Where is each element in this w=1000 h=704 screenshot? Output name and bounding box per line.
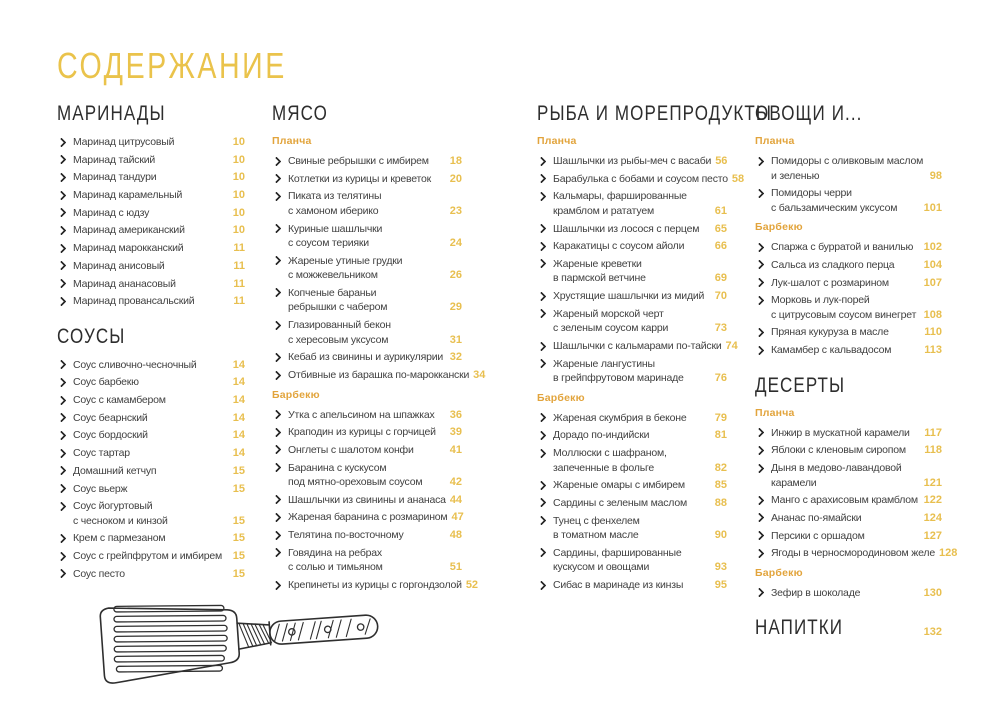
toc-item-title: Тунец с фенхелем в томатном масле: [553, 514, 640, 542]
toc-item: [755, 154, 942, 183]
toc-item-title: Шашлычки из лосося с перцем: [553, 222, 700, 235]
toc-item: [57, 135, 245, 150]
section-heading: СОУСЫ: [57, 323, 126, 348]
toc-item-page-number: 104: [923, 258, 942, 271]
toc-item-title: Соус беарнский: [73, 411, 148, 424]
toc-item-title: Соус вьерж: [73, 482, 128, 495]
toc-item: [272, 318, 462, 347]
toc-item: [755, 426, 942, 441]
toc-item-page-number: 113: [924, 344, 942, 357]
subsection-label: Планча: [537, 135, 577, 147]
toc-item: [537, 339, 738, 354]
toc-item-title: Персики с оршадом: [771, 529, 865, 542]
toc-item-page-number: 10: [232, 189, 245, 202]
toc-item-page-number: 73: [714, 322, 727, 335]
toc-item-title: Шашлычки из свинины и ананаса: [288, 493, 446, 506]
toc-item: [57, 375, 245, 390]
toc-item-title: Сардины с зеленым маслом: [553, 496, 688, 509]
toc-item: [57, 411, 245, 426]
toc-item-title: Маринад цитрусовый: [73, 136, 175, 148]
toc-item-page-number: 14: [232, 411, 245, 424]
toc-item: [57, 241, 245, 256]
toc-item-page-number: 69: [714, 272, 727, 285]
subsection-label: Барбекю: [272, 388, 320, 401]
toc-item-title: Соус барбекю: [73, 376, 139, 389]
toc-item-title: Свиные ребрышки с имбирем: [288, 155, 429, 167]
toc-item-page-number: 70: [714, 290, 727, 303]
toc-item-page-number: 51: [449, 561, 462, 574]
toc-item-page-number: 32: [449, 351, 462, 364]
toc-item-title: Телятина по-восточному: [288, 529, 404, 542]
toc-item-page-number: 90: [714, 529, 727, 542]
toc-item: [755, 186, 942, 215]
toc-item-title: Лук-шалот с розмарином: [771, 276, 889, 289]
toc-item: [272, 189, 462, 218]
toc-item-title: Дыня в медово-лавандовой карамели: [771, 462, 902, 489]
toc-item-title: Котлетки из курицы и креветок: [288, 172, 432, 185]
spatula-blade: [100, 598, 241, 684]
toc-item-page-number: 18: [449, 155, 462, 167]
toc-column-3: [537, 101, 773, 596]
spatula-handle: [269, 614, 378, 644]
toc-item-page-number: 79: [714, 411, 727, 424]
subsection-label: Планча: [755, 135, 795, 147]
toc-item-title: Помидоры с оливковым маслом и зеленью: [771, 155, 924, 182]
toc-item-page-number: 118: [924, 444, 942, 457]
toc-item: [272, 254, 462, 283]
section-heading-row: [537, 101, 773, 126]
toc-item-title: Пряная кукуруза в масле: [771, 326, 889, 339]
toc-item-title: Сардины, фаршированные кускусом и овощами: [553, 546, 682, 574]
toc-item-title: Спаржа с бурратой и ванилью: [771, 241, 914, 254]
toc-item-title: Жареные лангустины в грейпфрутовом маринаде: [553, 357, 684, 385]
toc-item: [57, 259, 245, 274]
toc-item: [57, 482, 245, 497]
toc-item: [272, 154, 462, 169]
toc-item: [537, 428, 727, 443]
subsection-label: Барбекю: [537, 391, 585, 404]
toc-item-page-number: 42: [449, 476, 462, 489]
toc-item: [755, 258, 942, 273]
toc-item: [272, 461, 462, 490]
toc-item-page-number: 128: [938, 547, 958, 560]
toc-item-page-number: 36: [449, 408, 462, 421]
toc-item: [272, 350, 462, 365]
toc-item-title: Соус йогуртовый с чесноком и кинзой: [73, 500, 168, 527]
section-heading: ОВОЩИ И...: [755, 101, 863, 125]
toc-item-page-number: 127: [923, 529, 942, 542]
toc-item-page-number: 108: [923, 308, 942, 321]
toc-item-page-number: 10: [232, 171, 245, 184]
section-heading-row: [755, 101, 942, 126]
section-heading-row: [272, 101, 462, 126]
toc-item-page-number: 85: [714, 479, 727, 492]
toc-item-title: Жареные утиные грудки с можжевельником: [288, 254, 403, 282]
toc-item: [272, 425, 462, 440]
toc-item-page-number: 10: [232, 136, 245, 148]
toc-item: [272, 286, 462, 315]
toc-item-title: Каракатицы с соусом айоли: [553, 240, 685, 253]
toc-item: [537, 257, 727, 286]
toc-item-page-number: 15: [232, 464, 245, 477]
toc-item: [537, 411, 727, 426]
toc-item-title: Маринад карамельный: [73, 189, 183, 202]
toc-item-title: Соус бордоский: [73, 429, 148, 442]
page-title: СОДЕРЖАНИЕ: [57, 46, 287, 86]
section-heading: ДЕСЕРТЫ: [755, 372, 846, 397]
toc-item-page-number: 110: [924, 326, 942, 339]
toc-item-page-number: 14: [232, 447, 245, 460]
toc-item-title: Маринад ананасовый: [73, 277, 176, 290]
toc-item-page-number: 56: [715, 155, 728, 167]
spatula-illustration: [90, 584, 388, 688]
toc-item-title: Соус с камамбером: [73, 394, 166, 407]
toc-item-page-number: 29: [449, 301, 462, 314]
toc-item-title: Маринад анисовый: [73, 259, 165, 272]
toc-item-title: Куриные шашлычки с соусом терияки: [288, 222, 383, 250]
toc-item: [272, 222, 462, 251]
toc-item-page-number: 130: [923, 586, 942, 599]
toc-item-title: Жареный морской черт с зеленым соусом карри: [553, 307, 669, 335]
toc-item-title: Копченые бараньи ребрышки с чабером: [288, 286, 388, 314]
toc-item-title: Ягоды в черносмородиновом желе: [771, 547, 935, 560]
section-heading-row: [755, 372, 942, 398]
toc-item: [57, 531, 245, 546]
toc-item-title: Зефир в шоколаде: [771, 586, 861, 599]
toc-item-title: Ананас по-ямайски: [771, 511, 862, 524]
toc-item: [755, 293, 942, 322]
toc-item-title: Баранина с кускусом под мятно-ореховым соусом: [288, 461, 423, 489]
toc-item: [755, 240, 942, 255]
toc-item-title: Соус сливочно-чесночный: [73, 358, 197, 371]
toc-item: [537, 478, 727, 493]
toc-item: [537, 172, 745, 187]
toc-item-page-number: 61: [714, 204, 727, 217]
subsection-label: Планча: [755, 406, 795, 419]
toc-item-title: Шашлычки с кальмарами по-тайски: [553, 340, 722, 352]
toc-item-title: Крепинеты из курицы с горгондзолой: [288, 579, 462, 591]
toc-item-title: Сибас в маринаде из кинзы: [553, 579, 684, 591]
toc-item-page-number: 82: [714, 461, 727, 474]
toc-column-4: [755, 101, 958, 649]
toc-item-title: Маринад американский: [73, 224, 185, 237]
toc-item: [755, 546, 958, 561]
toc-item-page-number: 76: [714, 372, 727, 385]
toc-item: [755, 443, 942, 458]
toc-item-title: Барабулька с бобами и соусом песто: [553, 172, 728, 185]
section-heading: МЯСО: [272, 101, 328, 125]
toc-item-title: Жареная баранина с розмарином: [288, 511, 448, 524]
toc-item: [57, 464, 245, 479]
toc-item-page-number: 11: [233, 277, 245, 290]
toc-item: [57, 549, 245, 564]
toc-item: [537, 357, 727, 386]
toc-item: [537, 189, 727, 218]
toc-item: [755, 343, 942, 358]
toc-item: [57, 206, 245, 221]
subsection-label: Барбекю: [755, 566, 803, 579]
toc-item-page-number: 66: [714, 240, 727, 253]
toc-item: [57, 188, 245, 203]
toc-item: [537, 289, 727, 304]
toc-item-title: Соус тартар: [73, 447, 130, 460]
toc-item-page-number: 14: [232, 394, 245, 407]
toc-item-title: Маринад с юдзу: [73, 206, 150, 219]
toc-item-title: Жареная скумбрия в беконе: [553, 411, 687, 424]
toc-item-page-number: 101: [923, 201, 942, 214]
toc-item-page-number: 15: [232, 567, 245, 580]
toc-item: [755, 511, 942, 526]
toc-item-title: Жареные омары с имбирем: [553, 479, 685, 492]
toc-item: [755, 461, 942, 490]
toc-item: [537, 578, 727, 593]
toc-item-title: Отбивные из барашка по-мароккански: [288, 369, 470, 381]
toc-item-title: Крем с пармезаном: [73, 532, 166, 545]
toc-item-page-number: 23: [449, 204, 462, 217]
toc-item-title: Соус песто: [73, 567, 125, 580]
toc-item-page-number: 52: [465, 579, 479, 591]
toc-item: [537, 154, 727, 169]
toc-item: [755, 529, 942, 544]
toc-item-page-number: 15: [232, 482, 245, 495]
toc-item-title: Морковь и лук-порей с цитрусовым соусом винегрет: [771, 294, 917, 321]
toc-item-page-number: 11: [233, 259, 245, 272]
toc-item-page-number: 81: [714, 429, 727, 442]
toc-item-page-number: 88: [714, 496, 727, 509]
section-heading: МАРИНАДЫ: [57, 101, 166, 125]
toc-item-title: Камамбер с кальвадосом: [771, 344, 892, 357]
toc-column-2: [272, 101, 486, 596]
toc-item-title: Краподин из курицы с горчицей: [288, 426, 436, 439]
toc-item-title: Жареные креветки в пармской ветчине: [553, 257, 646, 285]
toc-column-1: [57, 101, 245, 584]
toc-item-page-number: 124: [923, 511, 942, 524]
toc-item: [57, 446, 245, 461]
toc-item: [755, 325, 942, 340]
toc-item: [272, 368, 486, 383]
toc-item: [537, 514, 727, 543]
toc-item: [272, 510, 462, 525]
toc-item-page-number: 98: [929, 169, 942, 182]
subsection-label: Барбекю: [755, 221, 803, 234]
toc-item: [57, 499, 245, 528]
toc-item-page-number: 14: [232, 376, 245, 389]
toc-item-page-number: 20: [449, 172, 462, 185]
toc-item-page-number: 15: [232, 550, 245, 563]
toc-item-page-number: 47: [451, 511, 464, 524]
toc-item-title: Соус с грейпфрутом и имбирем: [73, 550, 223, 563]
toc-item: [755, 493, 942, 508]
toc-item-title: Кальмары, фаршированные крамблом и рататуем: [553, 190, 687, 217]
toc-item-page-number: 74: [725, 340, 738, 352]
toc-item-page-number: 44: [449, 493, 463, 506]
toc-item: [272, 443, 462, 458]
toc-item: [272, 493, 462, 508]
toc-item: [537, 496, 727, 511]
toc-item-page-number: 58: [731, 172, 745, 185]
toc-item: [537, 546, 727, 575]
toc-item-title: Глазированный бекон с хересовым уксусом: [288, 319, 391, 346]
toc-item: [57, 428, 245, 443]
toc-item-page-number: 121: [923, 476, 942, 489]
toc-item-title: Маринад марокканский: [73, 242, 184, 255]
toc-item-page-number: 15: [232, 514, 245, 527]
section-heading: НАПИТКИ: [755, 615, 844, 639]
toc-item: [272, 546, 462, 575]
toc-item-page-number: 14: [232, 429, 245, 442]
section-heading: РЫБА И МОРЕПРОДУКТЫ: [537, 101, 773, 125]
toc-item-page-number: 26: [449, 269, 462, 282]
toc-item-title: Яблоки с кленовым сиропом: [771, 444, 906, 457]
toc-item-page-number: 39: [449, 426, 462, 439]
toc-item: [755, 586, 942, 601]
toc-item-title: Кебаб из свинины и аурикулярии: [288, 351, 444, 364]
section-heading-row: [57, 323, 245, 349]
toc-item: [57, 393, 245, 408]
subsection-label: Планча: [272, 135, 312, 147]
toc-item-title: Помидоры черри с бальзамическим уксусом: [771, 187, 898, 214]
toc-item-page-number: 122: [923, 494, 942, 507]
toc-item-page-number: 24: [449, 237, 462, 250]
toc-item-title: Хрустящие шашлычки из мидий: [553, 290, 705, 303]
toc-item-title: Шашлычки из рыбы-меч с васаби: [553, 155, 712, 167]
toc-item: [537, 222, 727, 237]
toc-item-title: Онглеты с шалотом конфи: [288, 443, 414, 456]
toc-item: [755, 276, 942, 291]
toc-item: [537, 307, 727, 336]
toc-item-page-number: 10: [232, 153, 245, 166]
toc-item-title: Говядина на ребрах с солью и тимьяном: [288, 546, 383, 574]
toc-item: [57, 294, 245, 309]
toc-item-title: Дорадо по-индийски: [553, 429, 650, 442]
toc-item-title: Сальса из сладкого перца: [771, 258, 895, 271]
section-page-number: 132: [923, 626, 942, 639]
toc-item: [57, 358, 245, 373]
toc-item-page-number: 11: [233, 295, 245, 308]
toc-item: [537, 239, 727, 254]
toc-item-page-number: 14: [232, 358, 245, 371]
section-heading-row: [755, 615, 942, 640]
toc-item-page-number: 10: [232, 206, 245, 219]
toc-item: [57, 153, 245, 168]
toc-item-title: Маринад провансальский: [73, 295, 195, 308]
toc-item: [272, 408, 462, 423]
toc-item-title: Маринад тандури: [73, 171, 157, 184]
toc-item: [57, 567, 245, 582]
toc-item: [57, 170, 245, 185]
toc-item-page-number: 41: [449, 443, 462, 456]
toc-item-page-number: 31: [449, 333, 462, 346]
spatula-neck: [237, 621, 272, 649]
toc-item: [537, 446, 727, 475]
toc-item-title: Маринад тайский: [73, 153, 156, 166]
toc-item-page-number: 15: [232, 532, 245, 545]
toc-item-page-number: 117: [924, 426, 942, 439]
toc-item-title: Инжир в мускатной карамели: [771, 426, 910, 439]
section-heading-row: [57, 101, 245, 126]
toc-item-page-number: 11: [233, 242, 245, 255]
toc-item-page-number: 93: [714, 561, 727, 574]
toc-item: [57, 277, 245, 292]
toc-item-page-number: 107: [923, 276, 942, 289]
toc-item-page-number: 34: [473, 369, 486, 381]
toc-item-page-number: 48: [449, 529, 462, 542]
toc-item-page-number: 65: [714, 222, 727, 235]
toc-item: [272, 172, 462, 187]
toc-item-title: Домашний кетчуп: [73, 464, 157, 477]
toc-item-page-number: 95: [714, 579, 727, 591]
toc-item: [272, 528, 462, 543]
toc-item-page-number: 102: [923, 241, 942, 254]
toc-item-title: Утка с апельсином на шпажках: [288, 408, 435, 421]
toc-item-title: Пиката из телятины с хамоном иберико: [288, 190, 382, 217]
toc-item-title: Манго с арахисовым крамблом: [771, 494, 918, 507]
toc-item: [57, 223, 245, 238]
toc-item-page-number: 10: [232, 224, 245, 237]
toc-item-title: Моллюски с шафраном, запеченные в фольге: [553, 447, 667, 474]
